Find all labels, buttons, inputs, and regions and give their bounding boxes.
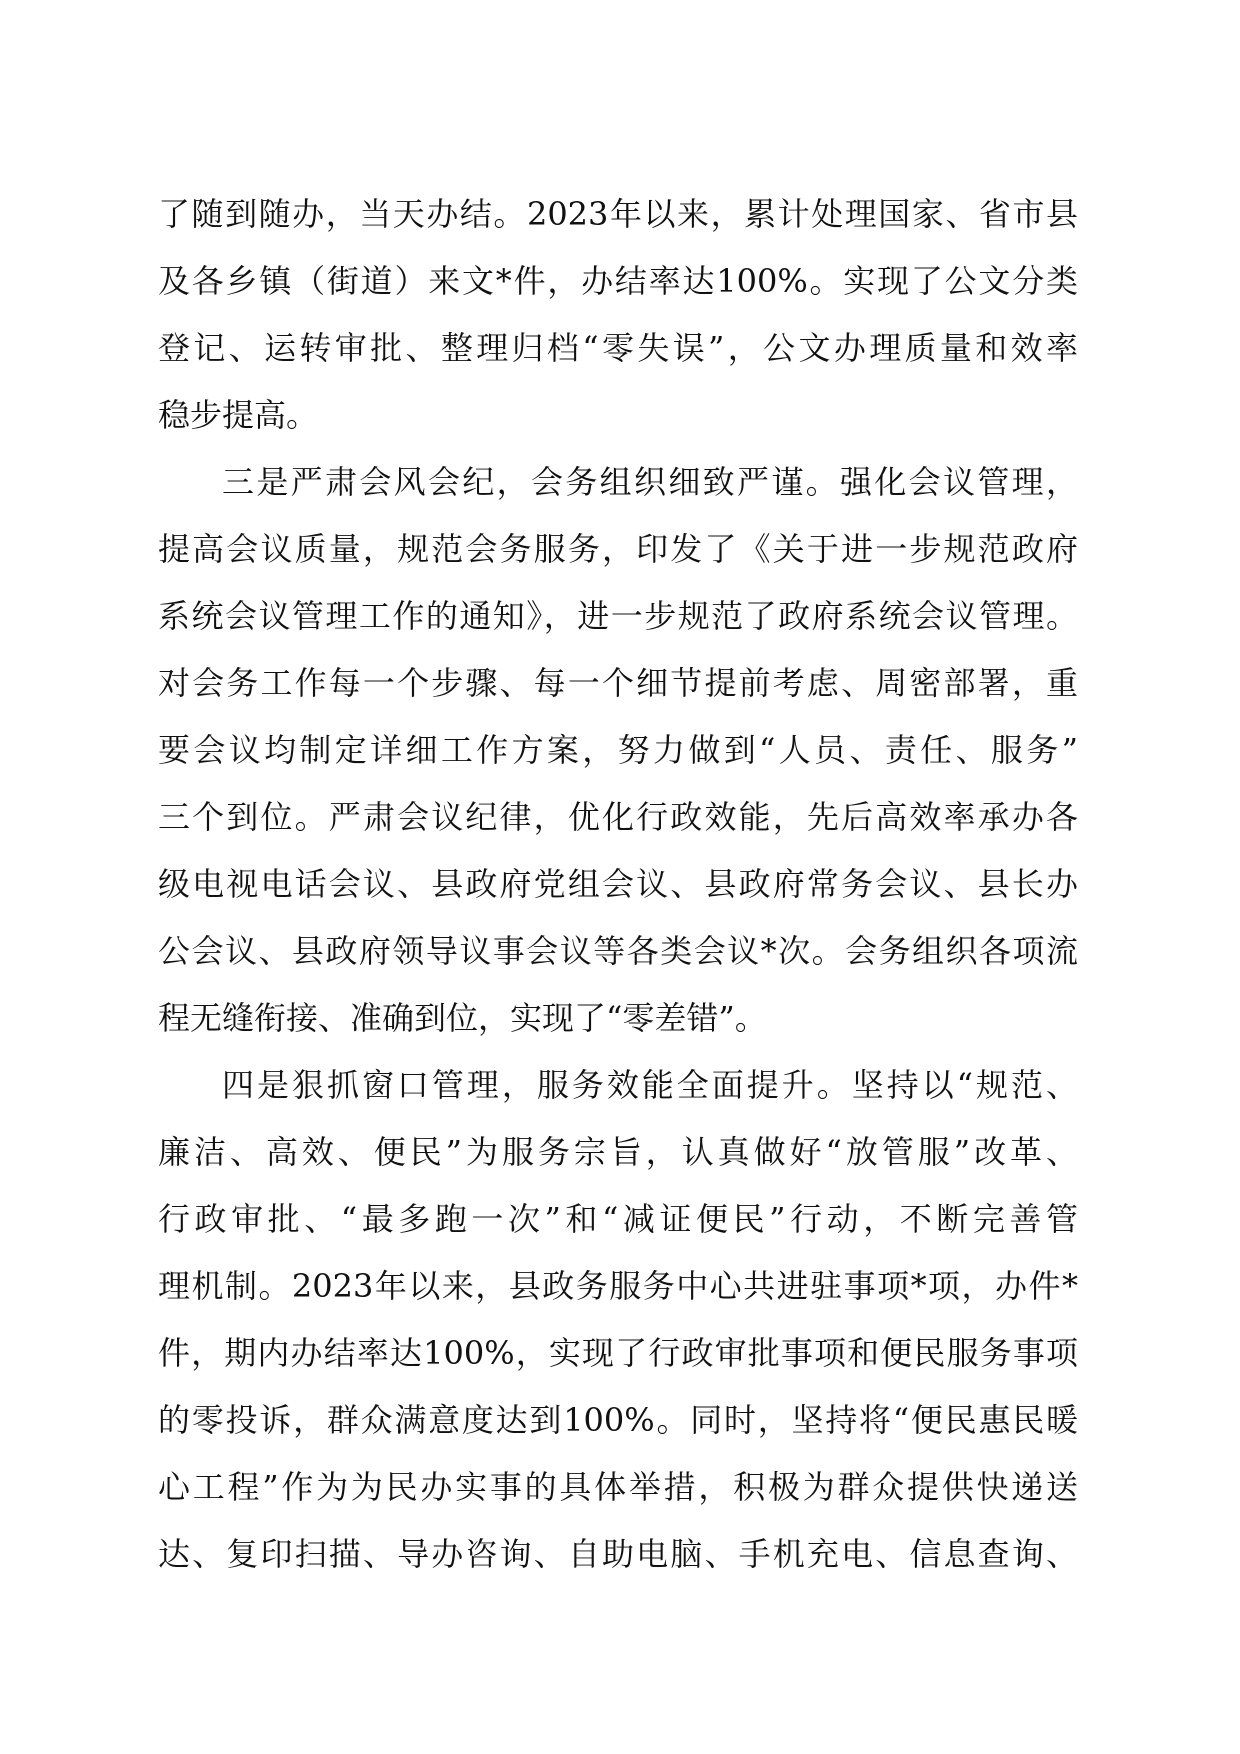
body-text-line: 对会务工作每一个步骤、每一个细节提前考虑、周密部署，重 xyxy=(158,664,1078,702)
body-text-line: 登记、运转审批、整理归档“零失误”，公文办理质量和效率 xyxy=(158,329,1078,367)
body-text-line: 及各乡镇（街道）来文*件，办结率达100%。实现了公文分类 xyxy=(158,262,1078,300)
body-text-line: 心工程”作为为民办实事的具体举措，积极为群众提供快递送 xyxy=(158,1468,1078,1506)
body-text-line: 级电视电话会议、县政府党组会议、县政府常务会议、县长办 xyxy=(158,865,1078,903)
body-text-line: 三是严肃会风会纪，会务组织细致严谨。强化会议管理， xyxy=(222,463,1078,501)
body-text-line: 四是狠抓窗口管理，服务效能全面提升。坚持以“规范、 xyxy=(222,1066,1078,1104)
body-text-line: 了随到随办，当天办结。2023年以来，累计处理国家、省市县 xyxy=(158,195,1078,233)
paragraph-continuation xyxy=(158,181,1078,449)
body-text-line: 三个到位。严肃会议纪律，优化行政效能，先后高效率承办各 xyxy=(158,798,1078,836)
body-text-line: 廉洁、高效、便民”为服务宗旨，认真做好“放管服”改革、 xyxy=(158,1133,1078,1171)
body-text-line: 的零投诉，群众满意度达到100%。同时，坚持将“便民惠民暖 xyxy=(158,1401,1078,1439)
body-text-line: 件，期内办结率达100%，实现了行政审批事项和便民服务事项 xyxy=(158,1334,1078,1372)
paragraph-window-management xyxy=(158,1052,1078,1588)
body-text-line: 稳步提高。 xyxy=(158,396,319,434)
body-text-line: 提高会议质量，规范会务服务，印发了《关于进一步规范政府 xyxy=(158,530,1078,568)
body-text-line: 要会议均制定详细工作方案，努力做到“人员、责任、服务” xyxy=(158,731,1078,769)
body-text-line: 系统会议管理工作的通知》，进一步规范了政府系统会议管理。 xyxy=(158,597,1078,635)
body-text-line: 程无缝衔接、准确到位，实现了“零差错”。 xyxy=(158,999,767,1037)
document-body xyxy=(158,181,1078,1588)
body-text-line: 理机制。2023年以来，县政务服务中心共进驻事项*项，办件* xyxy=(158,1267,1078,1305)
body-text-line: 公会议、县政府领导议事会议等各类会议*次。会务组织各项流 xyxy=(158,932,1078,970)
paragraph-meeting-management xyxy=(158,449,1078,1052)
body-text-line: 达、复印扫描、导办咨询、自助电脑、手机充电、信息查询、 xyxy=(158,1535,1078,1573)
body-text-line: 行政审批、“最多跑一次”和“减证便民”行动，不断完善管 xyxy=(158,1200,1078,1238)
